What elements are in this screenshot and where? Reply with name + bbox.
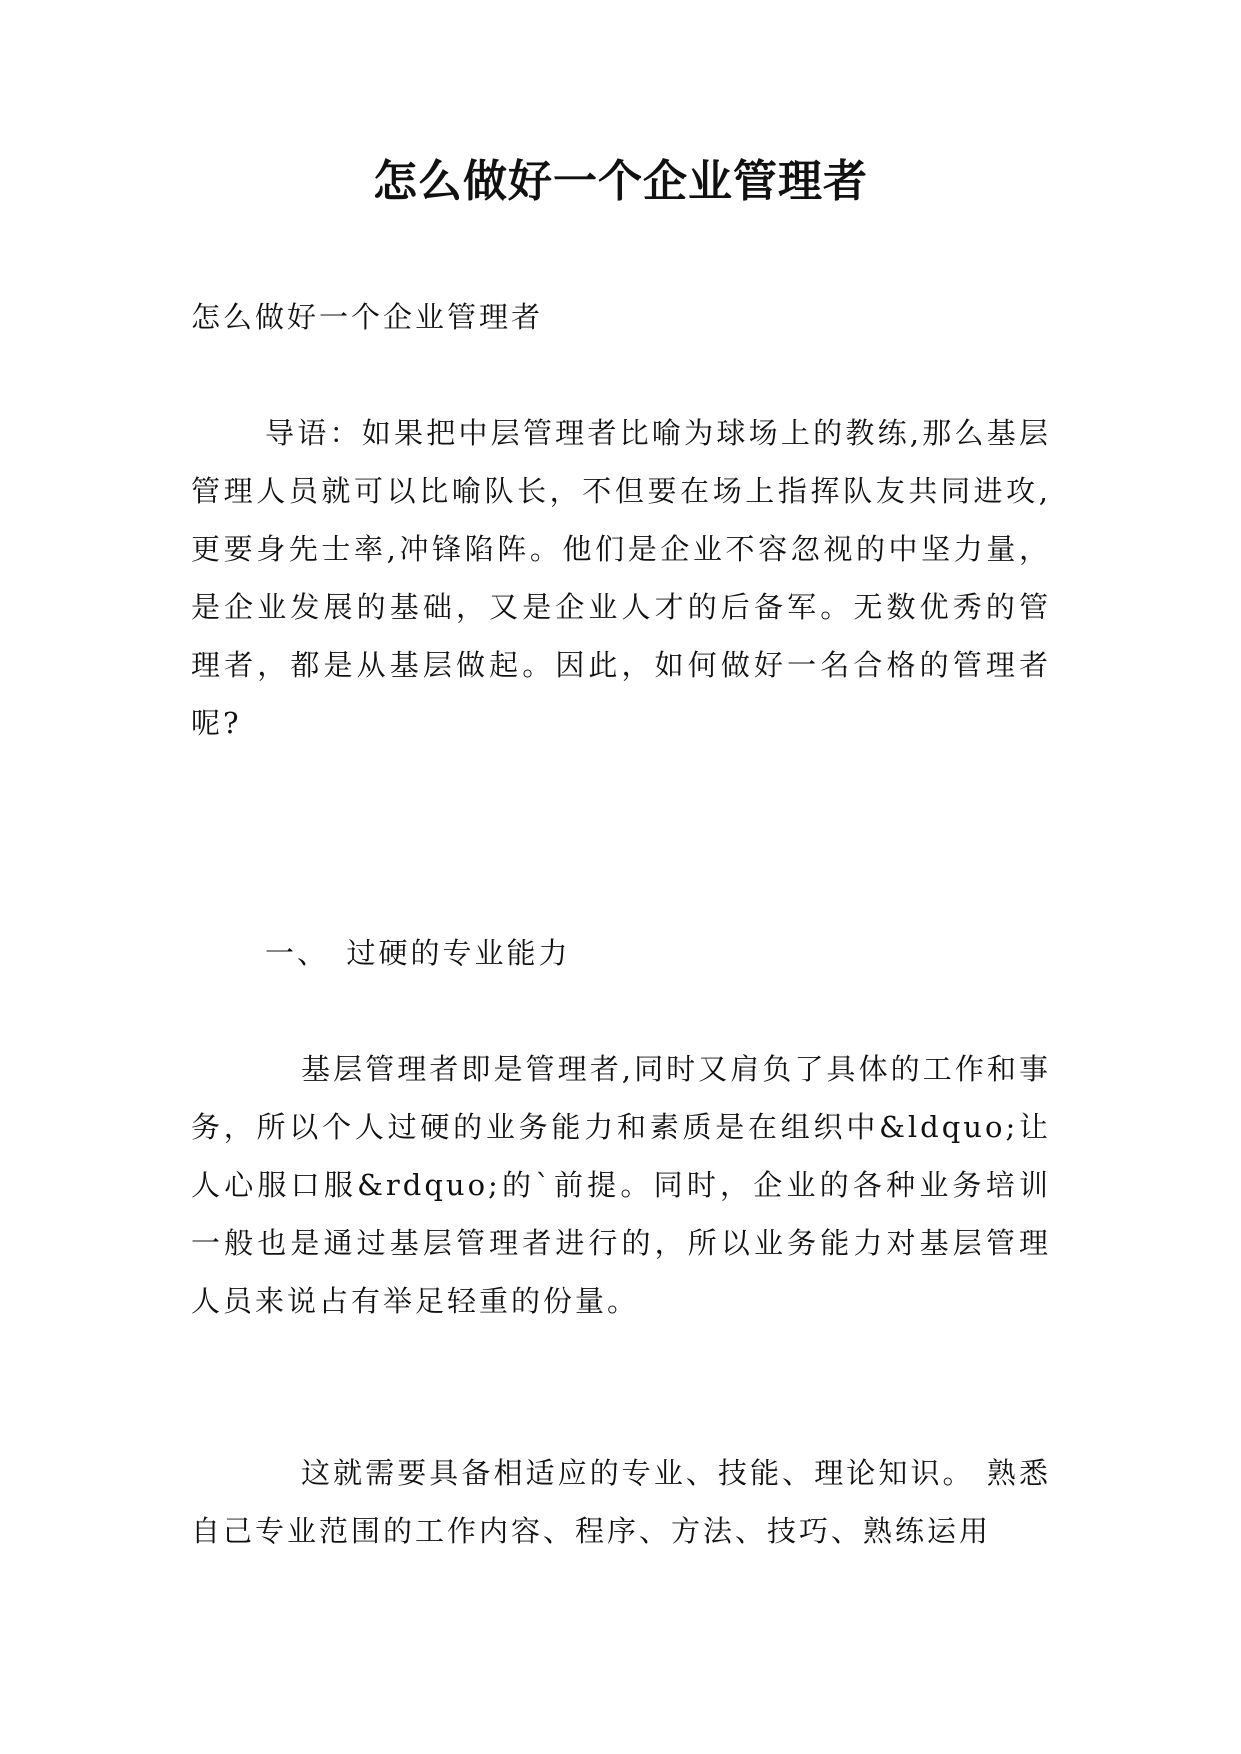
section-heading-1: 一、 过硬的专业能力	[265, 936, 571, 970]
document-title: 怎么做好一个企业管理者	[373, 156, 868, 207]
document-subtitle: 怎么做好一个企业管理者	[191, 300, 544, 334]
intro-paragraph: 导语：如果把中层管理者比喻为球场上的教练,那么基层管理人员就可以比喻队长，不但要在场上指挥队友共同进攻,更要身先士率,冲锋陷阵。他们是企业不容忽视的中坚力量，是企业发展的基础，又是企业人才的后备军。无数优秀的管理者，都是从基层做起。因此，如何做好一名合格的管理者呢?	[191, 416, 1051, 740]
body-paragraph-3: 这就需要具备相适应的专业、技能、理论知识。 熟悉自己专业范围的工作内容、程序、方法、技巧、熟练运用	[191, 1456, 1051, 1548]
body-paragraph-2: 基层管理者即是管理者,同时又肩负了具体的工作和事务，所以个人过硬的业务能力和素质是在组织中&ldquo;让人心服口服&rdquo;的`前提。同时，企业的各种业务培训一般也是通过基层管理者进行的，所以业务能力对基层管理人员来说占有举足轻重的份量。	[191, 1052, 1051, 1318]
